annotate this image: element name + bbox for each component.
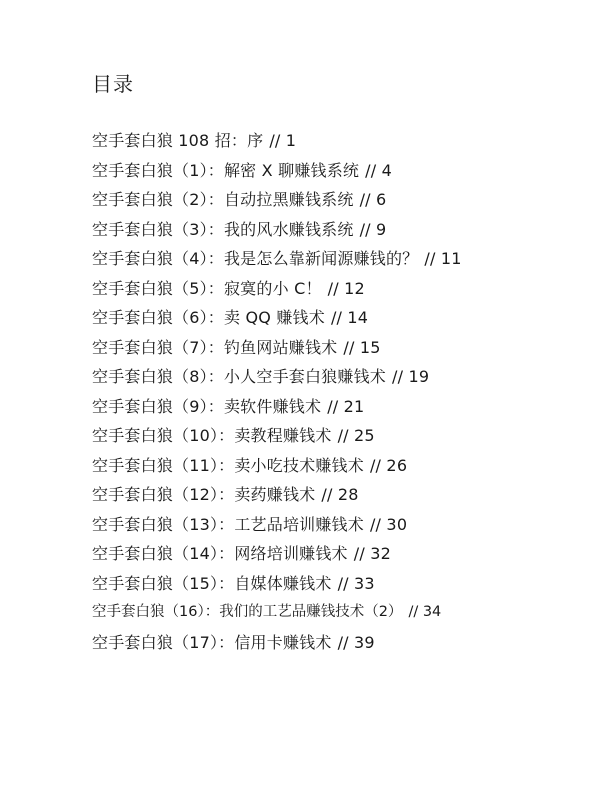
toc-entry-page: // 21 xyxy=(327,396,365,416)
toc-entry[interactable] xyxy=(92,480,532,510)
toc-entry[interactable] xyxy=(92,333,532,363)
toc-entry-title: 空手套白狼（7）：钓鱼网站赚钱术 xyxy=(92,337,338,357)
toc-title: 目录 xyxy=(92,72,134,96)
toc-entry-page: // 1 xyxy=(269,131,297,150)
toc-entry-title: 空手套白狼（6）：卖 QQ 赚钱术 xyxy=(92,308,325,327)
toc-entry[interactable] xyxy=(92,628,532,658)
toc-entry-page: // 34 xyxy=(408,604,442,620)
toc-entry-title: 空手套白狼（13）：工艺品培训赚钱术 xyxy=(92,514,364,534)
toc-list xyxy=(92,126,532,657)
toc-entry-page: // 32 xyxy=(353,544,391,563)
toc-entry-page: // 25 xyxy=(337,426,375,445)
toc-entry[interactable] xyxy=(92,126,532,156)
toc-entry-page: // 6 xyxy=(359,190,387,209)
toc-entry[interactable] xyxy=(92,362,532,392)
toc-entry-page: // 11 xyxy=(424,249,462,268)
toc-entry[interactable] xyxy=(92,392,532,422)
toc-entry[interactable] xyxy=(92,510,532,540)
toc-entry-title: 空手套白狼 108 招：序 xyxy=(92,131,264,150)
toc-entry-title: 空手套白狼（17）：信用卡赚钱术 xyxy=(92,632,332,652)
toc-entry[interactable] xyxy=(92,185,532,215)
toc-entry-title: 空手套白狼（2）：自动拉黑赚钱系统 xyxy=(92,190,354,209)
toc-entry-title: 空手套白狼（1）：解密 X 聊赚钱系统 xyxy=(92,160,360,180)
toc-entry-page: // 28 xyxy=(321,485,359,504)
toc-entry[interactable] xyxy=(92,598,482,628)
toc-entry-title: 空手套白狼（8）：小人空手套白狼赚钱术 xyxy=(92,367,386,386)
toc-entry-page: // 14 xyxy=(330,308,369,327)
toc-entry-page: // 15 xyxy=(343,337,381,357)
toc-entry-title: 空手套白狼（12）：卖药赚钱术 xyxy=(92,485,316,504)
toc-entry[interactable] xyxy=(92,421,532,451)
toc-entry-title: 空手套白狼（3）：我的风水赚钱系统 xyxy=(92,219,354,239)
toc-entry[interactable] xyxy=(92,451,532,481)
toc-entry[interactable] xyxy=(92,303,532,333)
toc-entry-page: // 4 xyxy=(365,160,392,180)
toc-entry-page: // 9 xyxy=(359,219,387,239)
toc-entry-page: // 33 xyxy=(337,573,375,593)
toc-entry-title: 空手套白狼（14）：网络培训赚钱术 xyxy=(92,544,348,563)
toc-entry-page: // 26 xyxy=(369,455,408,475)
toc-entry[interactable] xyxy=(92,539,532,569)
toc-entry-title: 空手套白狼（4）：我是怎么靠新闻源赚钱的？ xyxy=(92,249,419,268)
toc-entry-title: 空手套白狼（11）：卖小吃技术赚钱术 xyxy=(92,455,364,475)
toc-entry-page: // 39 xyxy=(337,632,375,652)
toc-entry-title: 空手套白狼（10）：卖教程赚钱术 xyxy=(92,426,332,445)
toc-entry[interactable] xyxy=(92,215,532,245)
toc-entry-page: // 30 xyxy=(369,514,408,534)
toc-entry-page: // 12 xyxy=(327,278,365,298)
toc-entry[interactable] xyxy=(92,274,532,304)
toc-entry-title: 空手套白狼（16）：我们的工艺品赚钱技术（2） xyxy=(92,604,403,620)
toc-entry-title: 空手套白狼（15）：自媒体赚钱术 xyxy=(92,573,332,593)
toc-entry-title: 空手套白狼（9）：卖软件赚钱术 xyxy=(92,396,322,416)
toc-entry-page: // 19 xyxy=(391,367,430,386)
toc-entry[interactable] xyxy=(92,156,532,186)
toc-entry[interactable] xyxy=(92,569,532,599)
toc-entry-title: 空手套白狼（5）：寂寞的小 C！ xyxy=(92,278,322,298)
toc-entry[interactable] xyxy=(92,244,502,274)
